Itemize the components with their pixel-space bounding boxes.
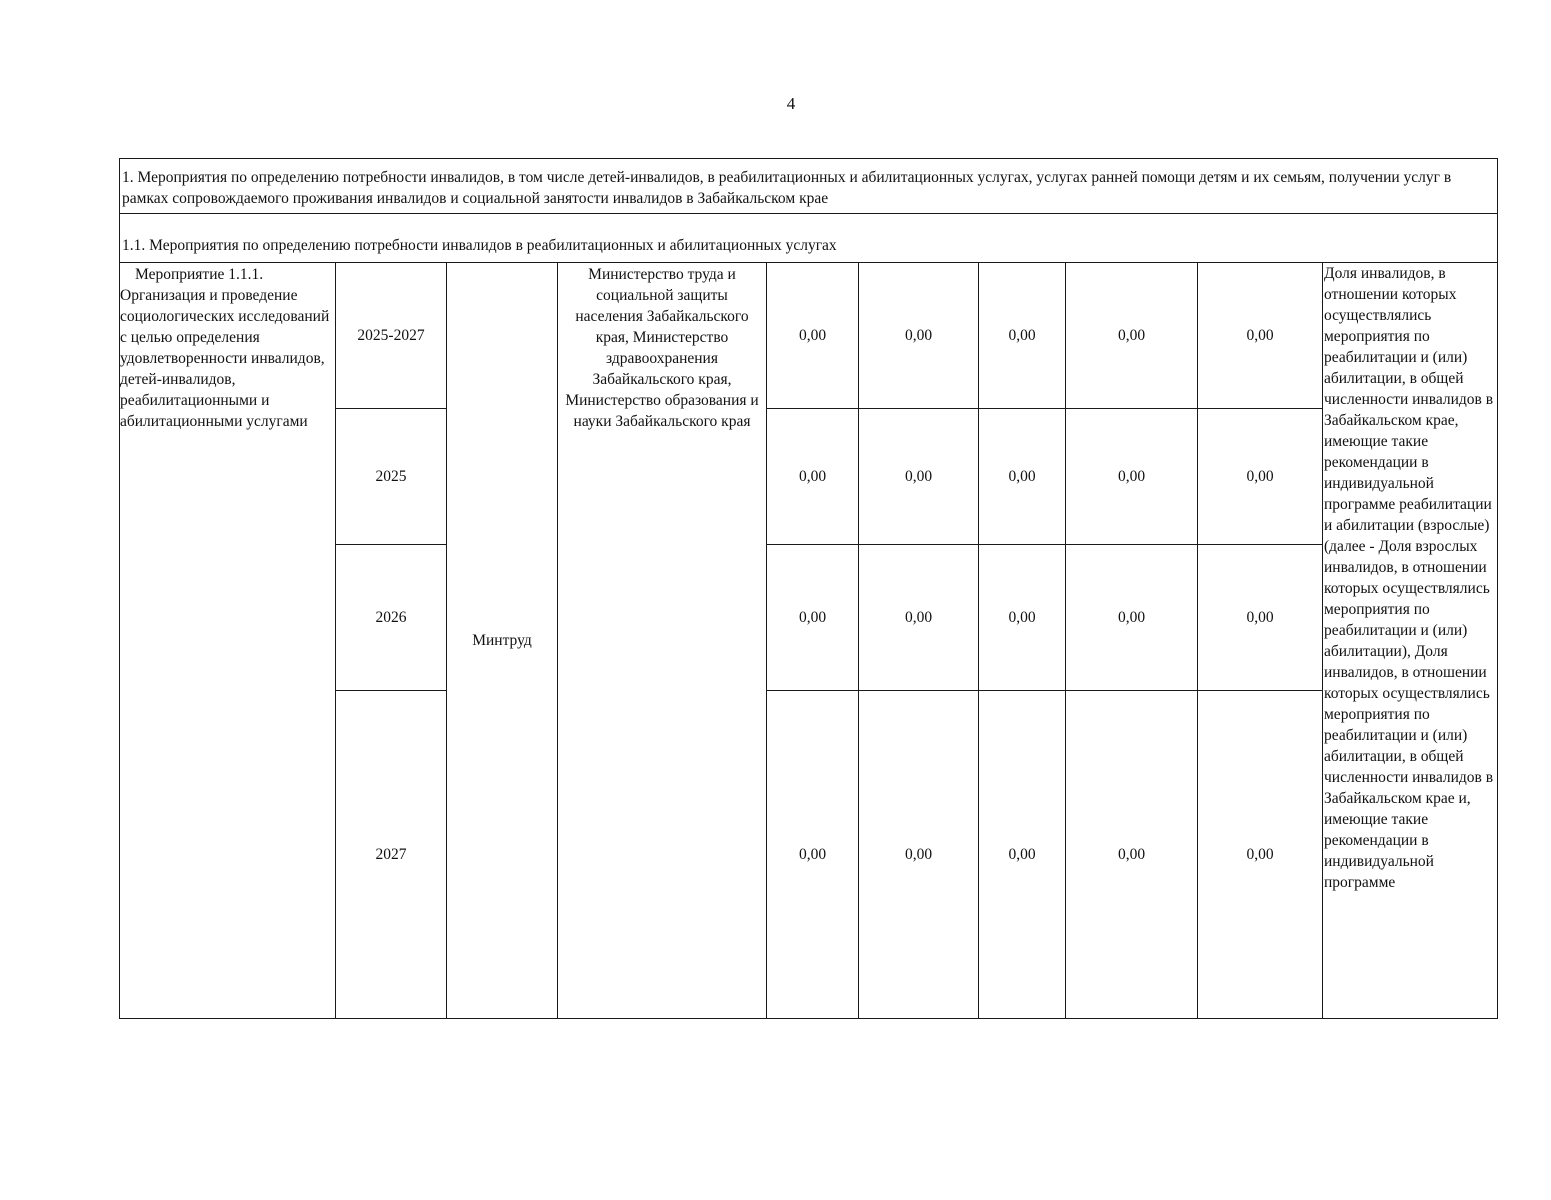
activity-cell — [120, 263, 336, 1019]
value-cell: 0,00 — [767, 545, 859, 691]
subsection-heading: 1.1. Мероприятия по определению потребности инвалидов в реабилитационных и абилитационных услугах — [120, 214, 1498, 263]
period-cell: 2026 — [336, 545, 447, 691]
section-heading-row — [120, 159, 1498, 214]
value-cell: 0,00 — [1066, 545, 1198, 691]
activity-description: Организация и проведение социологических исследований с целью определения удовлетворенности инвалидов, детей-инвалидов, реабилитационными и абилитационными услугами — [120, 287, 330, 430]
value-cell: 0,00 — [1198, 545, 1323, 691]
subsection-heading-row — [120, 214, 1498, 263]
value-cell: 0,00 — [1198, 409, 1323, 545]
ministries-cell: Министерство труда и социальной защиты населения Забайкальского края, Министерство здравоохранения Забайкальского края, Министерство образования и науки Забайкальского края — [558, 263, 767, 1019]
section-heading: 1. Мероприятия по определению потребности инвалидов, в том числе детей-инвалидов, в реабилитационных и абилитационных услугах, услугах ранней помощи детям и их семьям, получении услуг в рамках сопровождаемого проживания инвалидов и социальной занятости инвалидов в Забайкальском крае — [120, 159, 1498, 214]
period-cell: 2025-2027 — [336, 263, 447, 409]
value-cell: 0,00 — [1198, 691, 1323, 1019]
value-cell: 0,00 — [767, 691, 859, 1019]
period-cell: 2025 — [336, 409, 447, 545]
value-cell: 0,00 — [859, 545, 979, 691]
program-activities-table — [119, 158, 1498, 1019]
value-cell: 0,00 — [1066, 691, 1198, 1019]
value-cell: 0,00 — [767, 263, 859, 409]
period-cell: 2027 — [336, 691, 447, 1019]
activity-title: Мероприятие 1.1.1. — [135, 266, 264, 283]
executor-cell: Минтруд — [447, 263, 558, 1019]
value-cell: 0,00 — [767, 409, 859, 545]
table-row — [120, 263, 1498, 409]
value-cell: 0,00 — [859, 691, 979, 1019]
value-cell: 0,00 — [979, 691, 1066, 1019]
value-cell: 0,00 — [979, 263, 1066, 409]
indicator-cell: Доля инвалидов, в отношении которых осуществлялись мероприятия по реабилитации и (или) абилитации, в общей численности инвалидов в Забайкальском крае, имеющие такие рекомендации в индивидуальной программе реабилитации и абилитации (взрослые) (далее - Доля взрослых инвалидов, в отношении которых осуществлялись мероприятия по реабилитации и (или) абилитации), Доля инвалидов, в отношении которых осуществлялись мероприятия по реабилитации и (или) абилитации, в общей численности инвалидов в Забайкальском крае и, имеющие такие рекомендации в индивидуальной программе — [1323, 263, 1498, 1019]
value-cell: 0,00 — [859, 409, 979, 545]
page-number: 4 — [786, 94, 796, 113]
value-cell: 0,00 — [1198, 263, 1323, 409]
value-cell: 0,00 — [1066, 263, 1198, 409]
value-cell: 0,00 — [979, 409, 1066, 545]
value-cell: 0,00 — [859, 263, 979, 409]
value-cell: 0,00 — [979, 545, 1066, 691]
value-cell: 0,00 — [1066, 409, 1198, 545]
